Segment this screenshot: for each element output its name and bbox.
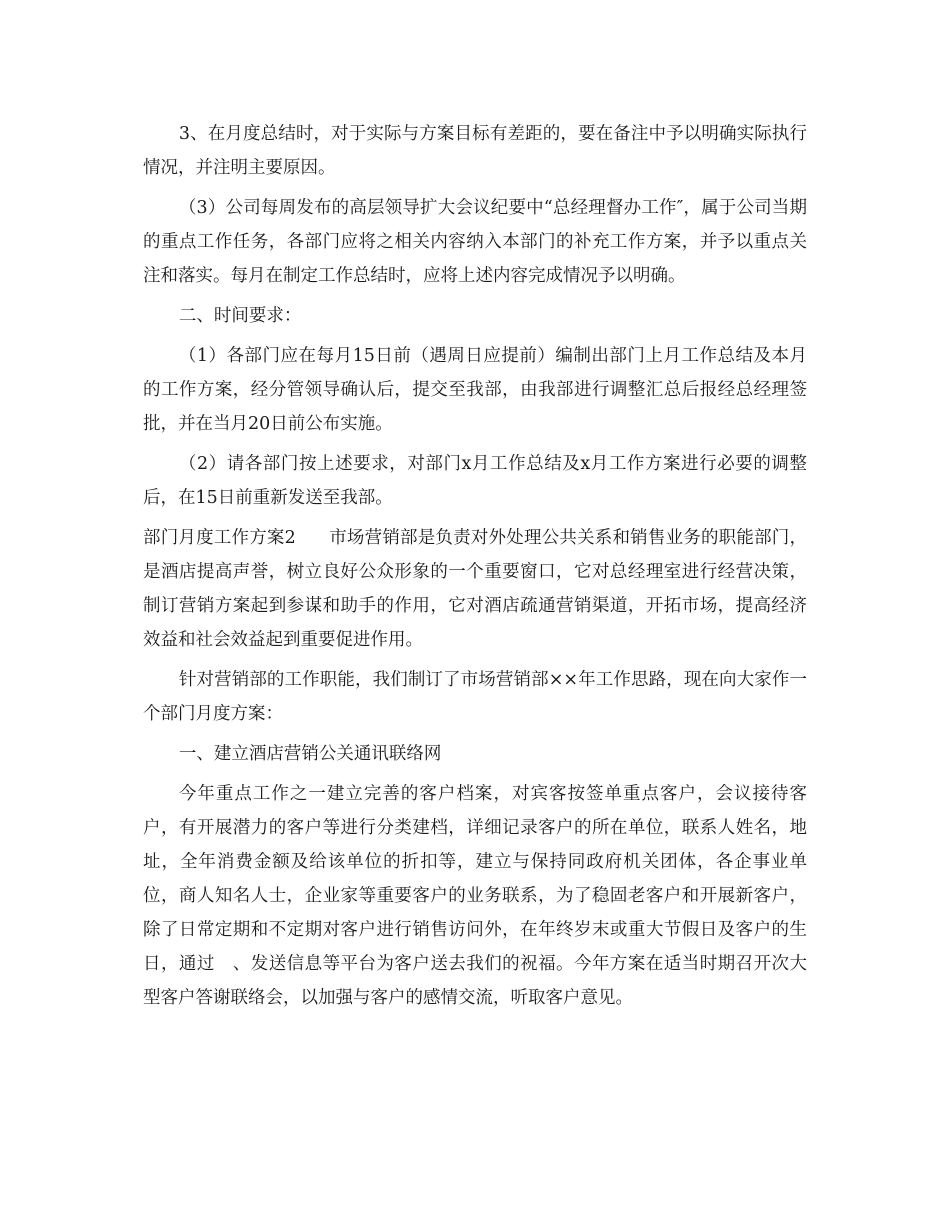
paragraph-monthly-summary-note: 3、在月度总结时，对于实际与方案目标有差距的，要在备注中予以明确实际执行情况，并注明主要原因。 bbox=[143, 124, 807, 178]
paragraph-resubmit-request: （2）请各部门按上述要求，对部门x月工作总结及x月工作方案进行必要的调整后，在15日前重新发送至我部。 bbox=[143, 454, 807, 508]
paragraph-customer-archives: 今年重点工作之一建立完善的客户档案，对宾客按签单重点客户，会议接待客户，有开展潜力的客户等进行分类建档，详细记录客户的所在单位，联系人姓名，地址，全年消费金额及给该单位的折扣等，建立与保持同政府机关团体，各企事业单位，商人知名人士，企业家等重要客户的业务联系，为了稳固老客户和开展新客户，除了日常定期和不定期对客户进行销售访问外，在年终岁末或重大节假日及客户的生日，通过 、发送信息等平台为客户送去我们的祝福。今年方案在适当时期召开次大型客户答谢联络会，以加强与客户的感情交流，听取客户意见。 bbox=[143, 784, 807, 1008]
paragraph-work-ideas: 针对营销部的工作职能，我们制订了市场营销部××年工作思路，现在向大家作一个部门月度方案： bbox=[143, 670, 807, 724]
document-body bbox=[143, 117, 807, 1021]
paragraph-marketing-department-intro bbox=[143, 521, 807, 657]
section-heading-contact-network: 一、建立酒店营销公关通讯联络网 bbox=[178, 744, 442, 764]
plan-title: 部门月度工作方案2 bbox=[143, 528, 296, 548]
paragraph-gm-supervised-work: （3）公司每周发布的高层领导扩大会议纪要中“总经理督办工作″，属于公司当期的重点工作任务，各部门应将之相关内容纳入本部门的补充工作方案，并予以重点关注和落实。每月在制定工作总结时，应将上述内容完成情况予以明确。 bbox=[143, 198, 807, 286]
section-heading-time-requirements: 二、时间要求： bbox=[178, 306, 302, 326]
paragraph-deadline-15th: （1）各部门应在每月15日前（遇周日应提前）编制出部门上月工作总结及本月的工作方案，经分管领导确认后，提交至我部，由我部进行调整汇总后报经总经理签批，并在当月20日前公布实施。 bbox=[143, 346, 807, 434]
marketing-department-description: 市场营销部是负责对外处理公共关系和销售业务的职能部门，是酒店提高声誉，树立良好公众形象的一个重要窗口，它对总经理室进行经营决策，制订营销方案起到参谋和助手的作用，它对酒店疏通营销渠道，开拓市场，提高经济效益和社会效益起到重要促进作用。 bbox=[143, 528, 807, 650]
